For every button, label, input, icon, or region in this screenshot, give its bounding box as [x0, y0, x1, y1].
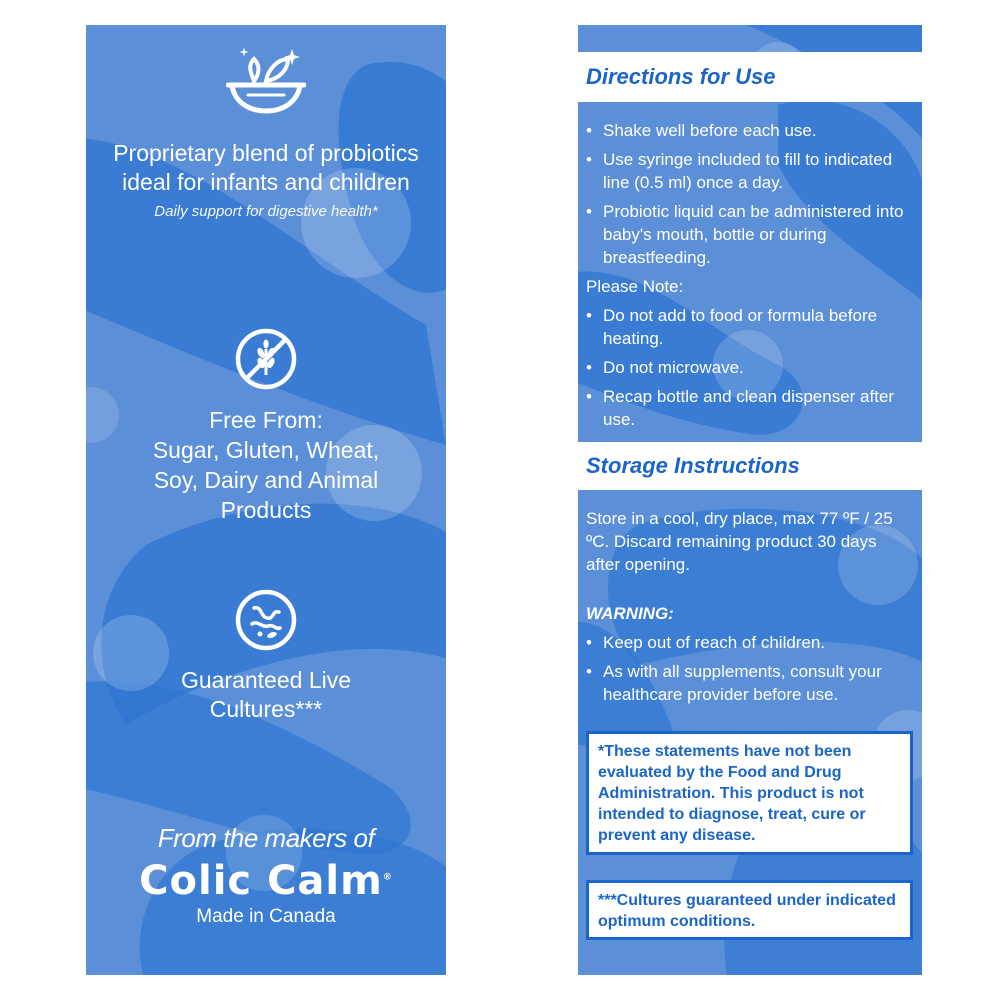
free-from-heading: Free From:	[209, 407, 323, 433]
list-item: • Keep out of reach of children.	[586, 631, 910, 654]
storage-header	[578, 442, 922, 490]
warning-heading: WARNING:	[586, 604, 674, 623]
blend-subheading: Daily support for digestive health*	[154, 203, 378, 220]
storage-title: Storage Instructions	[586, 453, 800, 478]
free-from-feature	[86, 327, 446, 525]
blend-feature	[86, 45, 446, 220]
makers-line: From the makers of	[157, 823, 375, 853]
fda-disclaimer-box	[586, 731, 913, 855]
brand-logo	[86, 858, 446, 904]
list-item: • Do not microwave.	[586, 356, 910, 379]
blend-heading: Proprietary blend of probiotics ideal for infants and children	[113, 140, 419, 195]
list-item: • Recap bottle and clean dispenser after use.	[586, 385, 910, 431]
directions-list	[586, 119, 910, 269]
directions-title: Directions for Use	[586, 64, 776, 89]
directions-section	[586, 119, 910, 437]
no-wheat-icon	[234, 327, 298, 391]
brand-name: Colic Calm	[139, 858, 383, 904]
cultures-note-text: ***Cultures guaranteed under indicated optimum conditions.	[598, 892, 896, 930]
cultures-heading: Guaranteed Live Cultures***	[180, 667, 352, 722]
warning-list	[586, 631, 910, 706]
cultures-note-box	[586, 880, 913, 940]
list-item: • Do not add to food or formula before heating.	[586, 304, 910, 350]
fda-disclaimer-text: *These statements have not been evaluated by the Food and Drug Administration. This product is not intended to diagnose, treat, cure or prevent any disease.	[598, 743, 866, 844]
list-item: • Probiotic liquid can be administered into baby's mouth, bottle or during breastfeeding.	[586, 200, 910, 269]
free-from-list: Sugar, Gluten, Wheat, Soy, Dairy and Animal Products	[152, 437, 380, 523]
made-in-line: Made in Canada	[196, 906, 336, 927]
list-item: • Shake well before each use.	[586, 119, 910, 142]
storage-section	[586, 507, 910, 712]
probiotic-cultures-icon	[234, 588, 298, 652]
cultures-feature	[86, 588, 446, 724]
list-item: • As with all supplements, consult your healthcare provider before use.	[586, 660, 910, 706]
product-feature-panel	[86, 25, 446, 975]
list-item: • Use syringe included to fill to indicated line (0.5 ml) once a day.	[586, 148, 910, 194]
brand-footer	[86, 823, 446, 928]
please-note-heading: Please Note:	[586, 277, 684, 296]
directions-header	[578, 52, 922, 102]
notes-list	[586, 304, 910, 431]
storage-text: Store in a cool, dry place, max 77 ºF / 25 ºC. Discard remaining product 30 days after opening.	[586, 509, 893, 574]
bowl-icon	[234, 45, 298, 109]
instructions-panel	[578, 25, 922, 975]
registered-mark: ®	[382, 872, 393, 883]
